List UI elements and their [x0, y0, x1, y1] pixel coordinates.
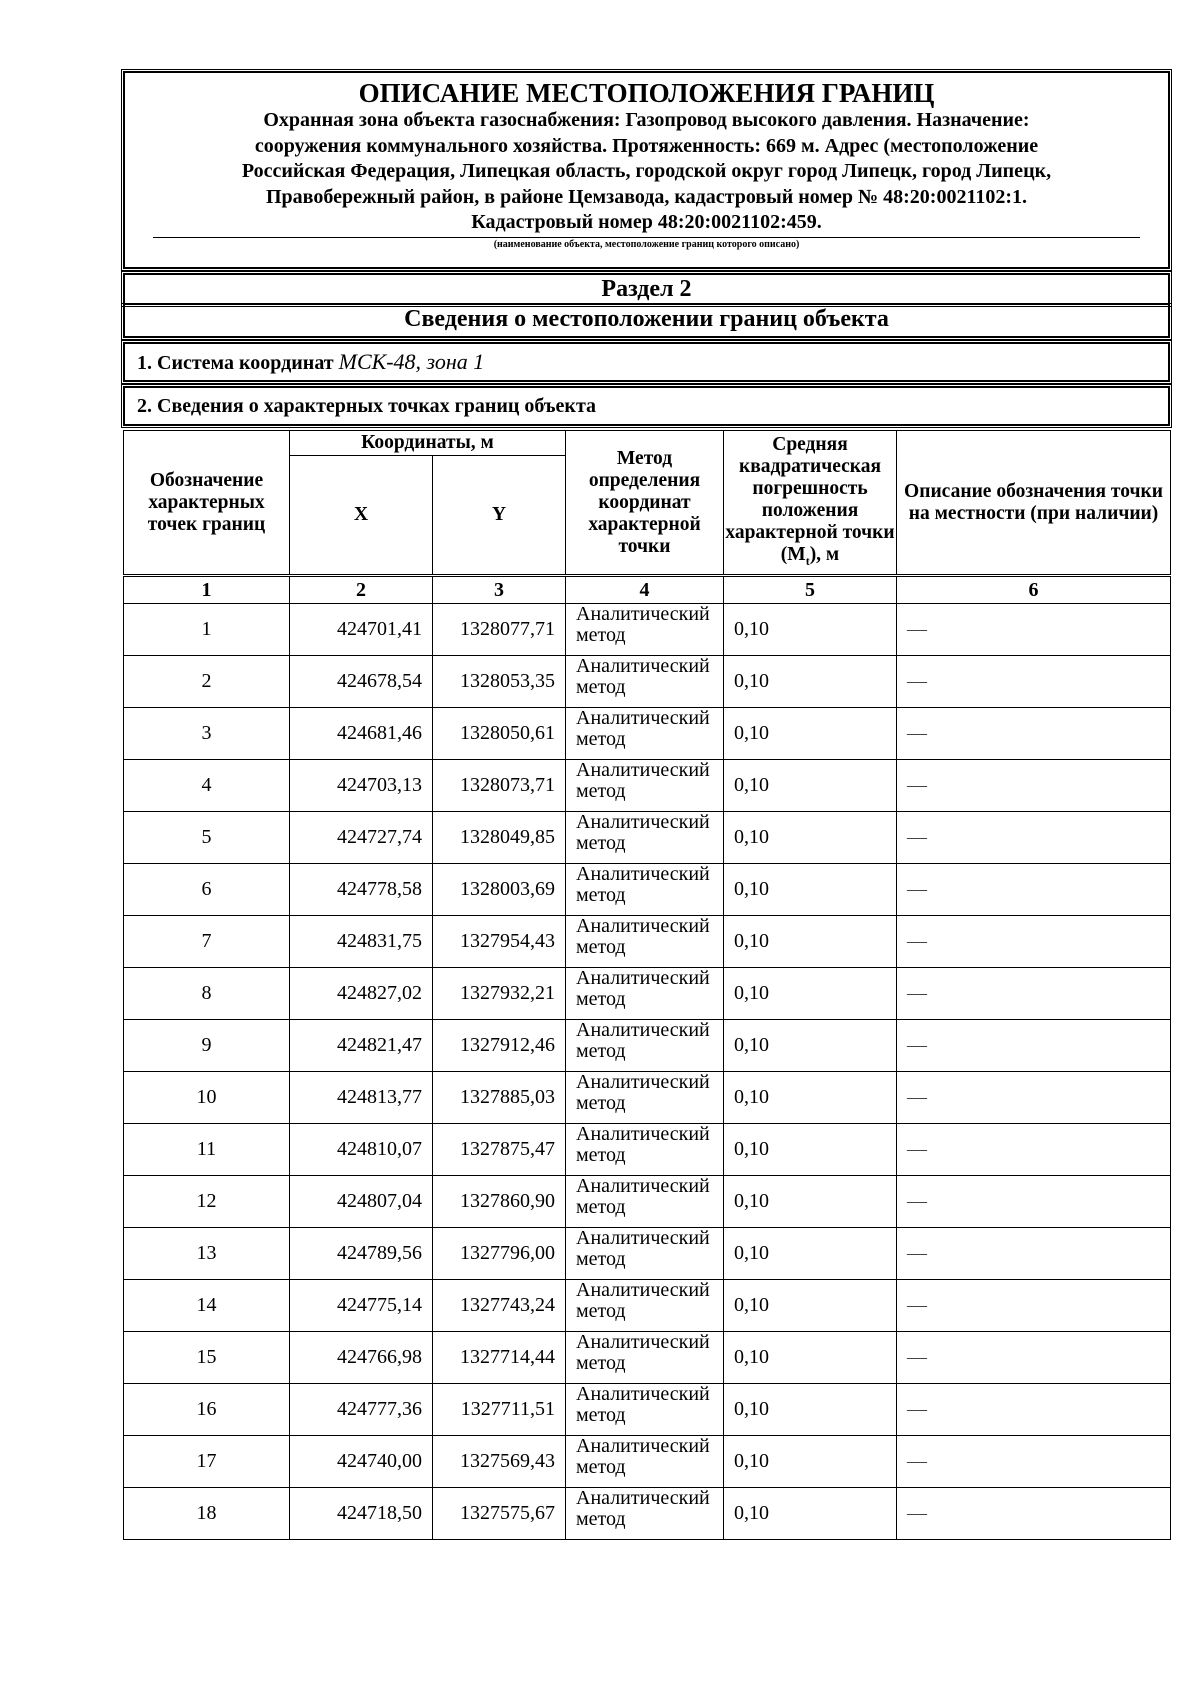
point-number: 2 [124, 656, 290, 708]
object-description-line-3: Российская Федерация, Липецкая область, городской округ город Липецк, город Липецк, [241, 160, 1052, 182]
table-row [124, 604, 1171, 656]
table-row [124, 1124, 1171, 1176]
table-row [124, 1280, 1171, 1332]
point-number: 11 [124, 1124, 290, 1176]
mean-error: 0,10 [724, 656, 897, 708]
caption-rule [153, 237, 1140, 238]
point-number: 14 [124, 1280, 290, 1332]
point-number: 12 [124, 1176, 290, 1228]
object-description-line-5: Кадастровый номер 48:20:0021102:459. [471, 211, 822, 233]
coordinate-y: 1327885,03 [433, 1072, 566, 1124]
mean-error: 0,10 [724, 760, 897, 812]
method: Аналитический метод [566, 1436, 724, 1488]
point-description: — [897, 1384, 1171, 1436]
column-number: 1 [124, 576, 290, 604]
mean-error: 0,10 [724, 604, 897, 656]
coordinate-y: 1327796,00 [433, 1228, 566, 1280]
coordinate-x: 424813,77 [290, 1072, 433, 1124]
object-description-line-4: Правобережный район, в районе Цемзавода, кадастровый номер № 48:20:0021102:1. [265, 185, 1028, 208]
mean-error: 0,10 [724, 968, 897, 1020]
method: Аналитический метод [566, 604, 724, 656]
method: Аналитический метод [566, 1384, 724, 1436]
mean-error: 0,10 [724, 708, 897, 760]
table-row [124, 708, 1171, 760]
point-number: 9 [124, 1020, 290, 1072]
coordinate-y: 1328053,35 [433, 656, 566, 708]
coordinate-y: 1327711,51 [433, 1384, 566, 1436]
coordinate-system-label: 1. Система координат [137, 352, 334, 374]
header-coordinates: Координаты, м [290, 431, 566, 456]
table-row [124, 1384, 1171, 1436]
coordinate-x: 424775,14 [290, 1280, 433, 1332]
header-error-unit: ), м [809, 543, 840, 565]
coordinate-y: 1327569,43 [433, 1436, 566, 1488]
method: Аналитический метод [566, 708, 724, 760]
mean-error: 0,10 [724, 1280, 897, 1332]
header-caption: (наименование объекта, местоположение границ которого описано) [493, 239, 800, 250]
coordinate-x: 424831,75 [290, 916, 433, 968]
coordinate-y: 1328003,69 [433, 864, 566, 916]
table-row [124, 1072, 1171, 1124]
method: Аналитический метод [566, 812, 724, 864]
boundary-points-table [123, 430, 1171, 1540]
mean-error: 0,10 [724, 1488, 897, 1540]
object-description-line-1: Охранная зона объекта газоснабжения: Газопровод высокого давления. Назначение: [263, 109, 1030, 131]
document-header [123, 71, 1170, 269]
point-description: — [897, 1332, 1171, 1384]
coordinate-x: 424681,46 [290, 708, 433, 760]
point-description: — [897, 812, 1171, 864]
column-number: 3 [433, 576, 566, 604]
point-description: — [897, 1228, 1171, 1280]
coordinate-y: 1328073,71 [433, 760, 566, 812]
method: Аналитический метод [566, 1072, 724, 1124]
section-title: Раздел 2 [123, 273, 1170, 305]
point-number: 4 [124, 760, 290, 812]
header-description: Описание обозначения точки на местности (при наличии) [897, 431, 1171, 576]
table-row [124, 812, 1171, 864]
coordinate-system [123, 342, 1170, 382]
coordinate-x: 424827,02 [290, 968, 433, 1020]
table-row [124, 1488, 1171, 1540]
coordinate-y: 1328049,85 [433, 812, 566, 864]
method: Аналитический метод [566, 864, 724, 916]
point-description: — [897, 916, 1171, 968]
coordinate-x: 424777,36 [290, 1384, 433, 1436]
table-row [124, 656, 1171, 708]
method: Аналитический метод [566, 1176, 724, 1228]
method: Аналитический метод [566, 968, 724, 1020]
header-error-subscript: t [805, 553, 810, 568]
coordinate-y: 1328050,61 [433, 708, 566, 760]
point-number: 16 [124, 1384, 290, 1436]
method: Аналитический метод [566, 656, 724, 708]
point-description: — [897, 604, 1171, 656]
mean-error: 0,10 [724, 1228, 897, 1280]
header-point: Обозначение характерных точек границ [124, 431, 290, 576]
header-x: X [290, 456, 433, 576]
coordinate-x: 424701,41 [290, 604, 433, 656]
document-title: ОПИСАНИЕ МЕСТОПОЛОЖЕНИЯ ГРАНИЦ [358, 78, 935, 108]
header-error-text: Средняя квадратическая погрешность положения характерной точки (M [725, 433, 895, 565]
points-heading: 2. Сведения о характерных точках границ объекта [123, 386, 1170, 426]
point-description: — [897, 1436, 1171, 1488]
coordinate-y: 1328077,71 [433, 604, 566, 656]
point-number: 18 [124, 1488, 290, 1540]
header-method: Метод определения координат характерной точки [566, 431, 724, 576]
mean-error: 0,10 [724, 1176, 897, 1228]
point-number: 6 [124, 864, 290, 916]
mean-error: 0,10 [724, 1384, 897, 1436]
point-number: 13 [124, 1228, 290, 1280]
coordinate-y: 1327714,44 [433, 1332, 566, 1384]
column-number: 5 [724, 576, 897, 604]
column-number: 4 [566, 576, 724, 604]
table-row [124, 1176, 1171, 1228]
coordinate-x: 424703,13 [290, 760, 433, 812]
object-description-line-2: сооружения коммунального хозяйства. Протяженность: 669 м. Адрес (местоположение [254, 134, 1039, 157]
table-row [124, 1228, 1171, 1280]
point-description: — [897, 1020, 1171, 1072]
table-row [124, 1436, 1171, 1488]
coordinate-x: 424778,58 [290, 864, 433, 916]
method: Аналитический метод [566, 1020, 724, 1072]
point-number: 8 [124, 968, 290, 1020]
coordinate-y: 1327575,67 [433, 1488, 566, 1540]
coordinate-y: 1327860,90 [433, 1176, 566, 1228]
table-row [124, 916, 1171, 968]
coordinate-y: 1327954,43 [433, 916, 566, 968]
point-number: 1 [124, 604, 290, 656]
point-description: — [897, 656, 1171, 708]
method: Аналитический метод [566, 1488, 724, 1540]
header-error [724, 431, 897, 576]
mean-error: 0,10 [724, 1436, 897, 1488]
document [123, 71, 1170, 1540]
method: Аналитический метод [566, 916, 724, 968]
point-description: — [897, 1124, 1171, 1176]
point-number: 17 [124, 1436, 290, 1488]
point-description: — [897, 1176, 1171, 1228]
point-description: — [897, 1280, 1171, 1332]
point-number: 10 [124, 1072, 290, 1124]
mean-error: 0,10 [724, 1020, 897, 1072]
table-row [124, 760, 1171, 812]
method: Аналитический метод [566, 1332, 724, 1384]
mean-error: 0,10 [724, 1332, 897, 1384]
coordinate-x: 424766,98 [290, 1332, 433, 1384]
header-y: Y [433, 456, 566, 576]
method: Аналитический метод [566, 1124, 724, 1176]
table-row [124, 1332, 1171, 1384]
table-row [124, 1020, 1171, 1072]
point-number: 5 [124, 812, 290, 864]
column-number: 2 [290, 576, 433, 604]
coordinate-system-value: МСК-48, зона 1 [338, 349, 485, 374]
coordinate-x: 424740,00 [290, 1436, 433, 1488]
coordinate-x: 424810,07 [290, 1124, 433, 1176]
mean-error: 0,10 [724, 1072, 897, 1124]
mean-error: 0,10 [724, 916, 897, 968]
coordinate-x: 424718,50 [290, 1488, 433, 1540]
coordinate-x: 424789,56 [290, 1228, 433, 1280]
coordinate-x: 424821,47 [290, 1020, 433, 1072]
coordinate-x: 424807,04 [290, 1176, 433, 1228]
mean-error: 0,10 [724, 1124, 897, 1176]
coordinate-y: 1327743,24 [433, 1280, 566, 1332]
coordinate-y: 1327932,21 [433, 968, 566, 1020]
point-description: — [897, 1488, 1171, 1540]
column-number: 6 [897, 576, 1171, 604]
method: Аналитический метод [566, 1228, 724, 1280]
mean-error: 0,10 [724, 864, 897, 916]
coordinate-x: 424727,74 [290, 812, 433, 864]
point-number: 3 [124, 708, 290, 760]
column-number-row [124, 576, 1171, 604]
method: Аналитический метод [566, 1280, 724, 1332]
point-description: — [897, 760, 1171, 812]
coordinate-x: 424678,54 [290, 656, 433, 708]
point-number: 15 [124, 1332, 290, 1384]
table-row [124, 864, 1171, 916]
method: Аналитический метод [566, 760, 724, 812]
point-description: — [897, 708, 1171, 760]
point-number: 7 [124, 916, 290, 968]
point-description: — [897, 1072, 1171, 1124]
coordinate-y: 1327875,47 [433, 1124, 566, 1176]
mean-error: 0,10 [724, 812, 897, 864]
section-subtitle: Сведения о местоположении границ объекта [123, 305, 1170, 338]
point-description: — [897, 864, 1171, 916]
coordinate-y: 1327912,46 [433, 1020, 566, 1072]
point-description: — [897, 968, 1171, 1020]
table-row [124, 968, 1171, 1020]
